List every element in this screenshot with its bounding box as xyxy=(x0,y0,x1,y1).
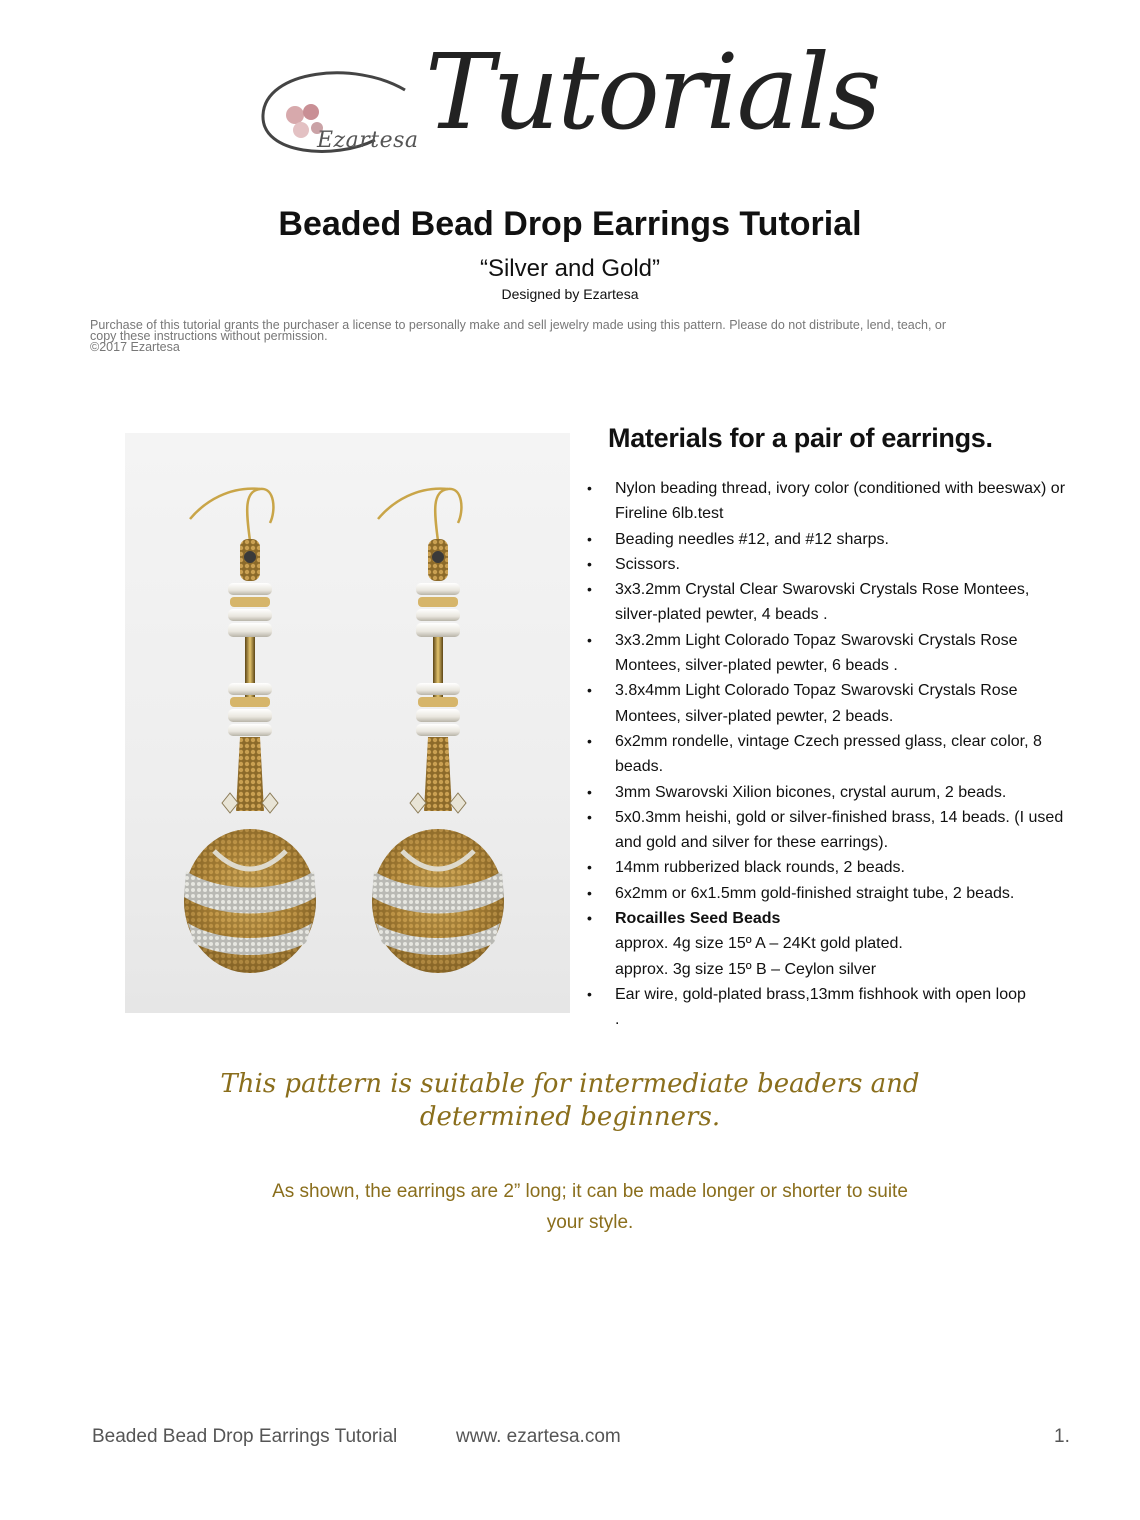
logo-brand-text: Ezartesa xyxy=(317,128,419,153)
skill-level-note xyxy=(0,1068,1140,1134)
seed-bead-a: approx. 4g size 15º A – 24Kt gold plated. xyxy=(615,935,903,953)
list-item: • 3mm Swarovski Xilion bicones, crystal aurum, 2 beads. xyxy=(585,780,1065,805)
page-subtitle: “Silver and Gold” xyxy=(479,255,661,282)
list-item: • Nylon beading thread, ivory color (conditioned with beeswax) or Fireline 6lb.test xyxy=(585,476,1065,527)
list-item: • 6x2mm rondelle, vintage Czech pressed glass, clear color, 8 beads. xyxy=(585,729,1065,780)
length-note xyxy=(0,1176,1140,1238)
earrings-photo xyxy=(125,433,570,1013)
list-item: • Ear wire, gold-plated brass,13mm fishhook with open loop xyxy=(585,982,1065,1007)
license-line: copy these instructions without permission. xyxy=(90,329,328,343)
seed-bead-b: approx. 3g size 15º B – Ceylon silver xyxy=(615,960,877,978)
list-item: • 3x3.2mm Crystal Clear Swarovski Crystals Rose Montees, silver-plated pewter, 4 beads . xyxy=(585,577,1065,628)
license-line: Purchase of this tutorial grants the purchaser a license to personally make and sell jewelry made using this pattern. Please do not distribute, lend, teach, or xyxy=(90,318,947,332)
list-item-tail: . xyxy=(615,1011,620,1029)
seed-beads-heading: • Rocailles Seed Beads xyxy=(585,906,1065,931)
list-item: • 14mm rubberized black rounds, 2 beads. xyxy=(585,855,1065,880)
length-line: your style. xyxy=(546,1212,634,1233)
list-item: • 3x3.2mm Light Colorado Topaz Swarovski Crystals Rose Montees, silver-plated pewter, 6 beads . xyxy=(585,628,1065,679)
page-number: 1. xyxy=(1054,1426,1070,1447)
footer-website: www. ezartesa.com xyxy=(456,1426,621,1447)
earrings-illustration xyxy=(125,433,570,1013)
logo-wordmark: Tutorials xyxy=(425,31,880,153)
ezartesa-tutorials-logo xyxy=(255,31,880,180)
note-line: determined beginners. xyxy=(419,1102,721,1132)
materials-heading: Materials for a pair of earrings. xyxy=(608,423,993,453)
list-item: • Beading needles #12, and #12 sharps. xyxy=(585,527,1065,552)
page-title: Beaded Bead Drop Earrings Tutorial xyxy=(278,205,862,243)
list-item: • 6x2mm or 6x1.5mm gold-finished straight tube, 2 beads. xyxy=(585,881,1065,906)
length-line: As shown, the earrings are 2” long; it can be made longer or shorter to suite xyxy=(272,1181,908,1202)
logo-swoosh-icon xyxy=(255,60,425,170)
footer-title: Beaded Bead Drop Earrings Tutorial xyxy=(92,1426,398,1447)
list-item: • 5x0.3mm heishi, gold or silver-finished brass, 14 beads. (I used and gold and silver for these earrings). xyxy=(585,805,1065,856)
designer-credit: Designed by Ezartesa xyxy=(501,286,639,302)
materials-list xyxy=(585,476,1065,1033)
license-notice xyxy=(90,320,1080,353)
license-line: ©2017 Ezartesa xyxy=(90,340,180,354)
list-item: • 3.8x4mm Light Colorado Topaz Swarovski Crystals Rose Montees, silver-plated pewter, 2 beads. xyxy=(585,678,1065,729)
list-item: • Scissors. xyxy=(585,552,1065,577)
note-line: This pattern is suitable for intermediate beaders and xyxy=(220,1069,920,1099)
